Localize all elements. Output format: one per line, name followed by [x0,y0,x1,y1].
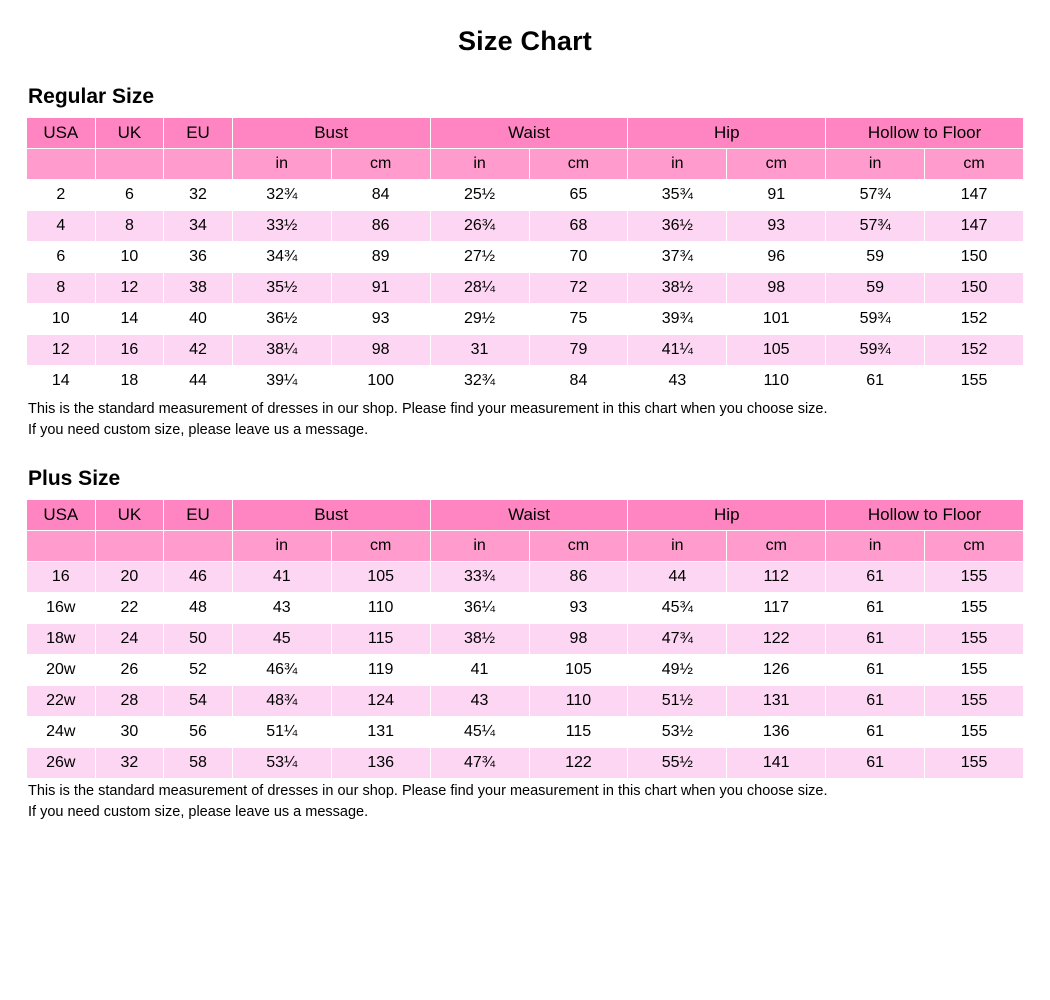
cell-bust-in: 34¾ [232,242,331,273]
cell-hip-cm: 112 [727,562,826,593]
table-row [27,242,1024,273]
unit-cell-blank-uk [95,149,164,180]
cell-bust-in: 43 [232,593,331,624]
cell-waist-in: 41 [430,655,529,686]
unit-cell-bust-cm: cm [331,531,430,562]
cell-uk: 18 [95,366,164,397]
cell-hollow-in: 61 [826,593,925,624]
table-row [27,562,1024,593]
cell-waist-in: 29½ [430,304,529,335]
column-header-hollow-to-floor: Hollow to Floor [826,118,1024,149]
cell-uk: 24 [95,624,164,655]
cell-waist-cm: 122 [529,748,628,779]
cell-uk: 30 [95,717,164,748]
plus-size-note [28,781,1024,823]
cell-uk: 14 [95,304,164,335]
cell-usa: 10 [27,304,96,335]
regular-size-table [26,117,1024,397]
cell-hip-in: 36½ [628,211,727,242]
unit-cell-blank-usa [27,149,96,180]
cell-usa: 24w [27,717,96,748]
cell-bust-cm: 89 [331,242,430,273]
cell-waist-in: 43 [430,686,529,717]
cell-hip-in: 38½ [628,273,727,304]
unit-cell-hollow-in: in [826,149,925,180]
cell-hollow-in: 59¾ [826,335,925,366]
cell-bust-in: 53¼ [232,748,331,779]
column-header-hip: Hip [628,500,826,531]
unit-cell-hip-cm: cm [727,149,826,180]
cell-uk: 6 [95,180,164,211]
regular-size-section [26,85,1024,441]
plus-size-heading: Plus Size [28,467,121,491]
cell-usa: 26w [27,748,96,779]
cell-hip-cm: 122 [727,624,826,655]
plus-size-section [26,467,1024,823]
unit-cell-bust-in: in [232,531,331,562]
cell-waist-cm: 110 [529,686,628,717]
cell-waist-cm: 98 [529,624,628,655]
cell-eu: 36 [164,242,233,273]
cell-uk: 32 [95,748,164,779]
cell-hip-cm: 136 [727,717,826,748]
unit-cell-waist-cm: cm [529,531,628,562]
column-header-hip: Hip [628,118,826,149]
cell-waist-in: 32¾ [430,366,529,397]
cell-hip-cm: 126 [727,655,826,686]
page-title: Size Chart [457,26,593,56]
cell-hollow-cm: 155 [925,593,1024,624]
cell-hollow-cm: 150 [925,273,1024,304]
cell-waist-cm: 65 [529,180,628,211]
unit-cell-hip-in: in [628,531,727,562]
column-header-hollow-to-floor: Hollow to Floor [826,500,1024,531]
cell-bust-in: 33½ [232,211,331,242]
table-row [27,211,1024,242]
cell-waist-cm: 79 [529,335,628,366]
cell-usa: 2 [27,180,96,211]
cell-waist-cm: 105 [529,655,628,686]
cell-hollow-cm: 152 [925,304,1024,335]
cell-hip-in: 37¾ [628,242,727,273]
cell-hollow-cm: 155 [925,717,1024,748]
cell-eu: 32 [164,180,233,211]
cell-hollow-cm: 155 [925,686,1024,717]
regular-size-note [28,399,1024,441]
cell-hip-in: 45¾ [628,593,727,624]
cell-waist-in: 26¾ [430,211,529,242]
cell-waist-in: 38½ [430,624,529,655]
column-header-eu: EU [164,118,233,149]
cell-waist-in: 33¾ [430,562,529,593]
cell-hip-cm: 105 [727,335,826,366]
note-line-1: This is the standard measurement of dresses in our shop. Please find your measurement in this chart when you choose size. [28,783,828,800]
column-header-uk: UK [95,118,164,149]
cell-hip-in: 47¾ [628,624,727,655]
cell-bust-in: 46¾ [232,655,331,686]
cell-waist-cm: 70 [529,242,628,273]
cell-hollow-in: 61 [826,717,925,748]
cell-hollow-cm: 155 [925,562,1024,593]
cell-bust-cm: 136 [331,748,430,779]
column-header-eu: EU [164,500,233,531]
cell-usa: 12 [27,335,96,366]
cell-hollow-in: 57¾ [826,180,925,211]
cell-hollow-cm: 147 [925,180,1024,211]
table-row [27,180,1024,211]
cell-uk: 28 [95,686,164,717]
cell-hip-in: 51½ [628,686,727,717]
cell-hollow-cm: 150 [925,242,1024,273]
cell-bust-in: 38¼ [232,335,331,366]
cell-uk: 22 [95,593,164,624]
cell-hollow-in: 59 [826,273,925,304]
cell-hip-in: 35¾ [628,180,727,211]
note-line-1: This is the standard measurement of dresses in our shop. Please find your measurement in this chart when you choose size. [28,401,828,417]
cell-hollow-cm: 152 [925,335,1024,366]
cell-bust-cm: 115 [331,624,430,655]
cell-bust-in: 39¼ [232,366,331,397]
cell-hip-in: 55½ [628,748,727,779]
cell-waist-in: 25½ [430,180,529,211]
table-header-row [27,500,1024,531]
cell-bust-in: 48¾ [232,686,331,717]
cell-bust-cm: 93 [331,304,430,335]
cell-usa: 8 [27,273,96,304]
cell-hollow-cm: 155 [925,366,1024,397]
column-header-waist: Waist [430,118,628,149]
unit-cell-blank-usa [27,531,96,562]
cell-eu: 56 [164,717,233,748]
table-row [27,655,1024,686]
cell-hip-cm: 117 [727,593,826,624]
table-row [27,686,1024,717]
cell-waist-cm: 84 [529,366,628,397]
cell-usa: 16 [27,562,96,593]
unit-cell-hip-cm: cm [727,531,826,562]
table-header-row [27,118,1024,149]
cell-usa: 20w [27,655,96,686]
unit-cell-hollow-cm: cm [925,149,1024,180]
cell-waist-in: 47¾ [430,748,529,779]
cell-waist-cm: 115 [529,717,628,748]
column-header-bust: Bust [232,118,430,149]
cell-eu: 54 [164,686,233,717]
cell-usa: 18w [27,624,96,655]
cell-uk: 10 [95,242,164,273]
column-header-uk: UK [95,500,164,531]
cell-bust-in: 35½ [232,273,331,304]
unit-cell-waist-in: in [430,149,529,180]
cell-hollow-in: 61 [826,366,925,397]
cell-bust-cm: 105 [331,562,430,593]
cell-hip-cm: 131 [727,686,826,717]
cell-waist-cm: 75 [529,304,628,335]
cell-hollow-in: 61 [826,655,925,686]
cell-bust-in: 36½ [232,304,331,335]
cell-uk: 16 [95,335,164,366]
unit-cell-blank-eu [164,149,233,180]
table-unit-row [27,149,1024,180]
unit-cell-bust-in: in [232,149,331,180]
cell-bust-cm: 98 [331,335,430,366]
cell-hollow-in: 59 [826,242,925,273]
cell-bust-cm: 119 [331,655,430,686]
cell-hip-in: 44 [628,562,727,593]
table-row [27,273,1024,304]
cell-waist-cm: 68 [529,211,628,242]
cell-eu: 42 [164,335,233,366]
table-row [27,748,1024,779]
cell-hollow-cm: 155 [925,624,1024,655]
cell-hip-cm: 141 [727,748,826,779]
note-line-2: If you need custom size, please leave us a message. [28,422,369,439]
cell-waist-cm: 72 [529,273,628,304]
cell-hollow-cm: 147 [925,211,1024,242]
cell-bust-cm: 100 [331,366,430,397]
table-row [27,304,1024,335]
cell-hollow-cm: 155 [925,655,1024,686]
note-line-2: If you need custom size, please leave us a message. [28,804,369,821]
cell-hip-cm: 96 [727,242,826,273]
cell-usa: 14 [27,366,96,397]
cell-waist-in: 27½ [430,242,529,273]
cell-hip-in: 39¾ [628,304,727,335]
cell-eu: 48 [164,593,233,624]
cell-bust-in: 45 [232,624,331,655]
cell-eu: 46 [164,562,233,593]
cell-uk: 20 [95,562,164,593]
unit-cell-blank-eu [164,531,233,562]
cell-hip-cm: 91 [727,180,826,211]
cell-hip-in: 41¼ [628,335,727,366]
cell-eu: 44 [164,366,233,397]
cell-usa: 16w [27,593,96,624]
column-header-bust: Bust [232,500,430,531]
cell-usa: 4 [27,211,96,242]
cell-hip-in: 53½ [628,717,727,748]
cell-waist-in: 45¼ [430,717,529,748]
cell-waist-in: 28¼ [430,273,529,304]
unit-cell-waist-cm: cm [529,149,628,180]
cell-hollow-in: 61 [826,562,925,593]
cell-hip-in: 49½ [628,655,727,686]
column-header-waist: Waist [430,500,628,531]
cell-bust-in: 51¼ [232,717,331,748]
cell-bust-cm: 86 [331,211,430,242]
cell-hollow-in: 57¾ [826,211,925,242]
cell-hollow-cm: 155 [925,748,1024,779]
cell-waist-in: 36¼ [430,593,529,624]
cell-bust-cm: 124 [331,686,430,717]
table-row [27,366,1024,397]
cell-waist-cm: 93 [529,593,628,624]
cell-hip-in: 43 [628,366,727,397]
cell-bust-cm: 84 [331,180,430,211]
table-unit-row [27,531,1024,562]
unit-cell-bust-cm: cm [331,149,430,180]
cell-eu: 50 [164,624,233,655]
regular-size-heading: Regular Size [28,85,155,108]
cell-usa: 22w [27,686,96,717]
cell-eu: 38 [164,273,233,304]
table-row [27,335,1024,366]
cell-hollow-in: 61 [826,686,925,717]
cell-waist-cm: 86 [529,562,628,593]
cell-bust-cm: 91 [331,273,430,304]
cell-hollow-in: 59¾ [826,304,925,335]
column-header-usa: USA [27,118,96,149]
cell-hip-cm: 98 [727,273,826,304]
cell-bust-cm: 110 [331,593,430,624]
unit-cell-hollow-in: in [826,531,925,562]
cell-hip-cm: 101 [727,304,826,335]
column-header-usa: USA [27,500,96,531]
unit-cell-hollow-cm: cm [925,531,1024,562]
unit-cell-waist-in: in [430,531,529,562]
table-row [27,593,1024,624]
cell-eu: 34 [164,211,233,242]
cell-eu: 58 [164,748,233,779]
cell-bust-in: 41 [232,562,331,593]
unit-cell-hip-in: in [628,149,727,180]
cell-hollow-in: 61 [826,748,925,779]
cell-uk: 8 [95,211,164,242]
cell-eu: 40 [164,304,233,335]
cell-uk: 26 [95,655,164,686]
cell-bust-in: 32¾ [232,180,331,211]
cell-hollow-in: 61 [826,624,925,655]
cell-bust-cm: 131 [331,717,430,748]
cell-usa: 6 [27,242,96,273]
table-row [27,717,1024,748]
cell-hip-cm: 110 [727,366,826,397]
cell-uk: 12 [95,273,164,304]
table-row [27,624,1024,655]
cell-eu: 52 [164,655,233,686]
plus-size-table [26,499,1024,779]
unit-cell-blank-uk [95,531,164,562]
cell-waist-in: 31 [430,335,529,366]
cell-hip-cm: 93 [727,211,826,242]
